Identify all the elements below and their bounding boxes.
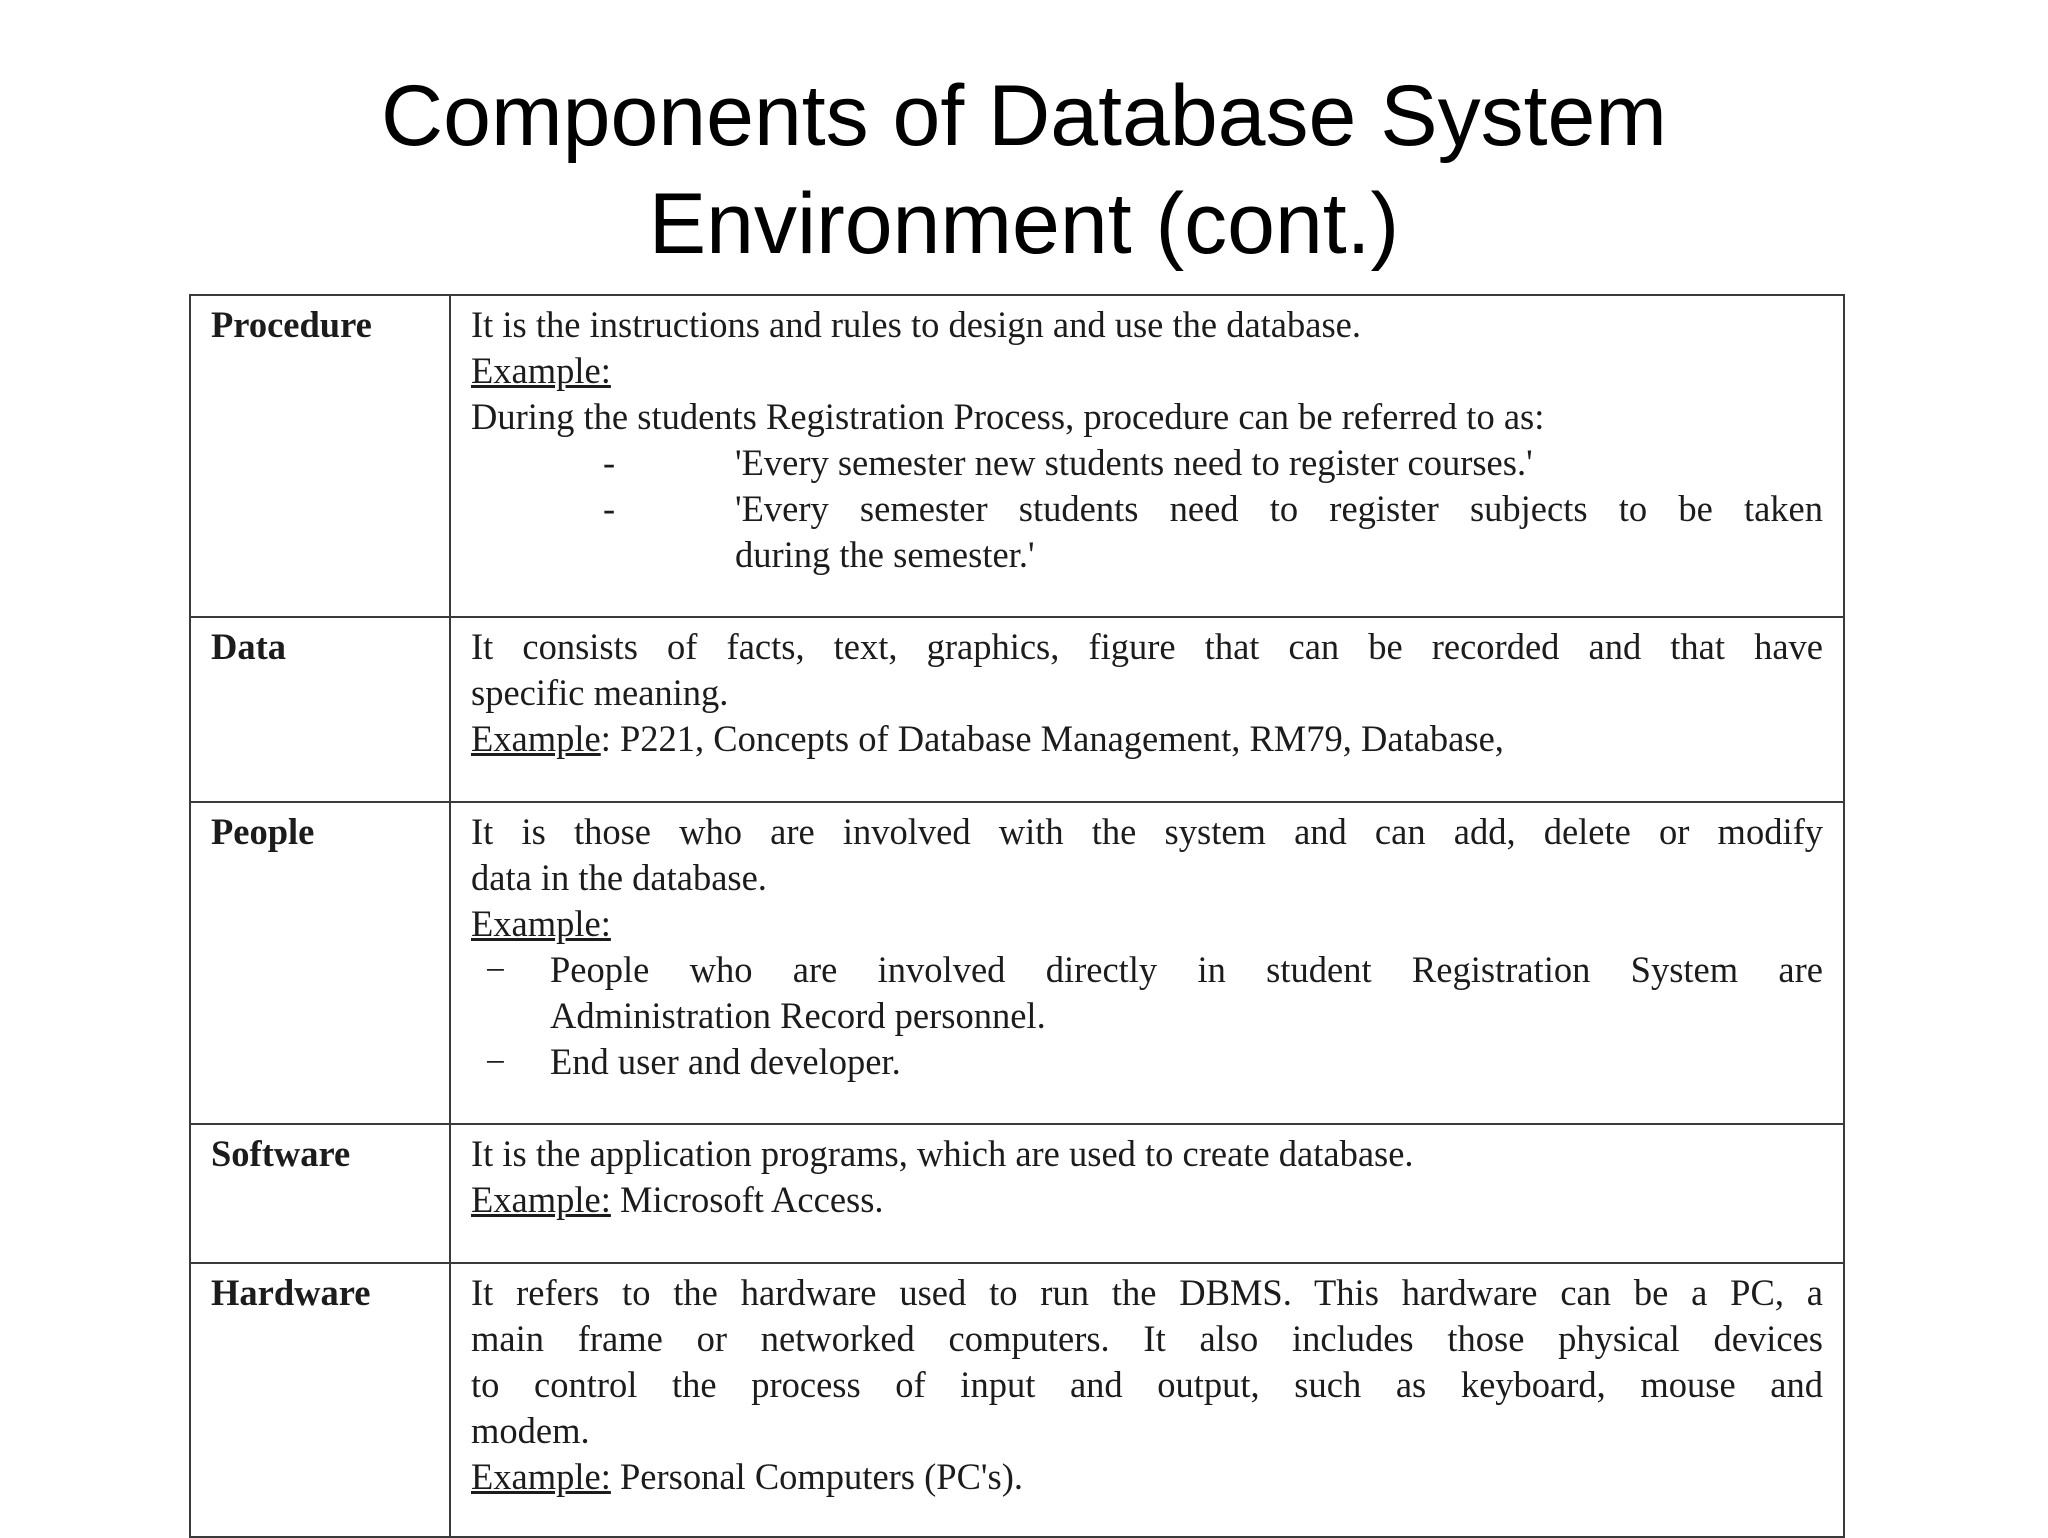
example-text: Microsoft Access. <box>610 1179 884 1220</box>
example-label: Example: <box>471 1179 611 1220</box>
title-line-1: Components of Database System <box>381 68 1667 164</box>
example-text: Personal Computers (PC's). <box>610 1456 1023 1497</box>
table-row-data <box>190 617 1844 802</box>
table-row-hardware <box>190 1263 1844 1537</box>
description-line: During the students Registration Process, procedure can be referred to as: <box>471 396 1545 437</box>
list-item-text: 'Every semester students need to register subjects to be taken <box>735 488 1823 529</box>
term-people: People <box>190 802 450 1124</box>
example-label: Example: <box>471 350 611 391</box>
list-item-text: End user and developer. <box>550 1041 901 1082</box>
list-item <box>471 947 1823 1039</box>
description-line: It consists of facts, text, graphics, figure that can be recorded and that have <box>471 626 1823 667</box>
table-row-procedure <box>190 295 1844 617</box>
slide-title <box>0 62 2048 278</box>
dash-marker: - <box>603 442 616 483</box>
description-data <box>450 617 1844 802</box>
description-line: It refers to the hardware used to run the DBMS. This hardware can be a PC, a <box>471 1272 1823 1313</box>
list-item <box>471 486 1823 578</box>
list-item-text: during the semester.' <box>735 534 1035 575</box>
list-item-text: People who are involved directly in student Registration System are <box>550 949 1823 990</box>
list-item-text: 'Every semester new students need to register courses.' <box>735 442 1533 483</box>
description-procedure <box>450 295 1844 617</box>
description-line: It is those who are involved with the system and can add, delete or modify <box>471 811 1823 852</box>
term-software: Software <box>190 1124 450 1263</box>
term-data: Data <box>190 617 450 802</box>
description-people <box>450 802 1844 1124</box>
table-row-software <box>190 1124 1844 1263</box>
title-line-2: Environment (cont.) <box>648 176 1400 272</box>
list-item <box>471 1039 1823 1085</box>
components-table <box>189 294 1845 1538</box>
description-line: modem. <box>471 1410 590 1451</box>
example-label: Example <box>471 718 601 759</box>
description-line: data in the database. <box>471 857 767 898</box>
example-label: Example: <box>471 903 611 944</box>
description-line: main frame or networked computers. It also includes those physical devices <box>471 1318 1823 1359</box>
dash-marker: - <box>603 488 616 529</box>
table-row-people <box>190 802 1844 1124</box>
dash-marker: − <box>485 1041 506 1082</box>
list-item-text: Administration Record personnel. <box>550 995 1046 1036</box>
description-line: specific meaning. <box>471 672 729 713</box>
example-text: : P221, Concepts of Database Management, RM79, Database, <box>600 718 1504 759</box>
dash-marker: − <box>485 949 506 990</box>
term-procedure: Procedure <box>190 295 450 617</box>
description-software <box>450 1124 1844 1263</box>
list-item <box>471 440 1823 486</box>
description-hardware <box>450 1263 1844 1537</box>
description-line: to control the process of input and output, such as keyboard, mouse and <box>471 1364 1823 1405</box>
description-line: It is the instructions and rules to design and use the database. <box>471 304 1361 345</box>
description-line: It is the application programs, which are used to create database. <box>471 1133 1414 1174</box>
term-hardware: Hardware <box>190 1263 450 1537</box>
example-label: Example: <box>471 1456 611 1497</box>
